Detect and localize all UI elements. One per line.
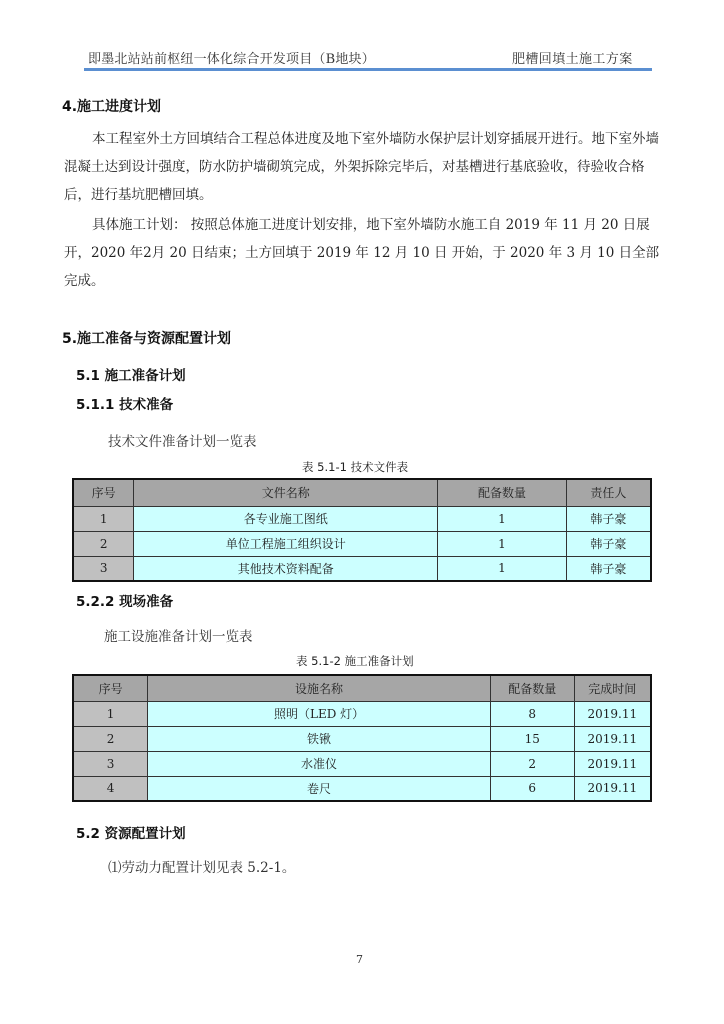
column-header-completion: 完成时间 bbox=[574, 675, 651, 701]
cell-quantity: 6 bbox=[490, 776, 574, 801]
tech-docs-table bbox=[72, 478, 652, 582]
cell-owner: 韩子豪 bbox=[566, 556, 651, 581]
cell-doc-name: 各专业施工图纸 bbox=[134, 506, 438, 531]
cell-index: 1 bbox=[73, 701, 148, 726]
column-header-facility: 设施名称 bbox=[148, 675, 491, 701]
cell-completion: 2019.11 bbox=[574, 751, 651, 776]
column-header-quantity: 配备数量 bbox=[438, 479, 567, 506]
cell-index: 3 bbox=[73, 556, 134, 581]
column-header-index: 序号 bbox=[73, 675, 148, 701]
section-4-paragraph-2: 具体施工计划： 按照总体施工进度计划安排，地下室外墙防水施工自 2019 年 11 月 20 日展开，2020 年2月 20 日结束；土方回填于 2019 年 12 月 10 日 开始，于 2020 年 3 月 10 日全部完成。 bbox=[64, 217, 660, 289]
column-header-quantity: 配备数量 bbox=[490, 675, 574, 701]
section-5-2-2-heading: 5.2.2 现场准备 bbox=[76, 594, 174, 610]
table-row bbox=[73, 531, 651, 556]
table-row bbox=[73, 506, 651, 531]
table-row bbox=[73, 701, 651, 726]
table-2-caption: 表 5.1-2 施工准备计划 bbox=[296, 654, 414, 668]
cell-facility: 照明（LED 灯） bbox=[148, 701, 491, 726]
labor-plan-note: ⑴劳动力配置计划见表 5.2-1。 bbox=[108, 860, 296, 876]
cell-facility: 铁锹 bbox=[148, 726, 491, 751]
site-prep-table bbox=[72, 674, 652, 802]
cell-quantity: 2 bbox=[490, 751, 574, 776]
cell-completion: 2019.11 bbox=[574, 776, 651, 801]
section-4-paragraph-1: 本工程室外土方回填结合工程总体进度及地下室外墙防水保护层计划穿插展开进行。地下室外墙混凝土达到设计强度，防水防护墙砌筑完成，外架拆除完毕后，对基槽进行基底验收，待验收合格后，进行基坑肥槽回填。 bbox=[64, 131, 659, 203]
cell-completion: 2019.11 bbox=[574, 726, 651, 751]
section-5-1-1-heading: 5.1.1 技术准备 bbox=[76, 397, 174, 413]
header-project-name: 即墨北站站前枢纽一体化综合开发项目（B地块） bbox=[88, 52, 375, 67]
cell-quantity: 1 bbox=[438, 556, 567, 581]
section-5-1-heading: 5.1 施工准备计划 bbox=[76, 368, 186, 384]
cell-quantity: 15 bbox=[490, 726, 574, 751]
cell-owner: 韩子豪 bbox=[566, 531, 651, 556]
cell-quantity: 1 bbox=[438, 506, 567, 531]
tech-docs-intro: 技术文件准备计划一览表 bbox=[108, 434, 257, 450]
column-header-doc-name: 文件名称 bbox=[134, 479, 438, 506]
cell-doc-name: 单位工程施工组织设计 bbox=[134, 531, 438, 556]
table-row bbox=[73, 726, 651, 751]
section-5-heading: 5.施工准备与资源配置计划 bbox=[62, 331, 232, 347]
table-1-caption: 表 5.1-1 技术文件表 bbox=[302, 460, 409, 474]
table-header-row bbox=[73, 479, 651, 506]
header-divider bbox=[84, 68, 652, 71]
table-row bbox=[73, 556, 651, 581]
cell-facility: 卷尺 bbox=[148, 776, 491, 801]
site-prep-intro: 施工设施准备计划一览表 bbox=[104, 629, 253, 645]
cell-index: 2 bbox=[73, 726, 148, 751]
page-number: 7 bbox=[356, 953, 363, 966]
cell-index: 3 bbox=[73, 751, 148, 776]
cell-completion: 2019.11 bbox=[574, 701, 651, 726]
cell-facility: 水准仪 bbox=[148, 751, 491, 776]
table-header-row bbox=[73, 675, 651, 701]
cell-index: 2 bbox=[73, 531, 134, 556]
column-header-index: 序号 bbox=[73, 479, 134, 506]
cell-index: 1 bbox=[73, 506, 134, 531]
cell-index: 4 bbox=[73, 776, 148, 801]
header-document-title: 肥槽回填土施工方案 bbox=[512, 52, 633, 67]
cell-owner: 韩子豪 bbox=[566, 506, 651, 531]
table-row bbox=[73, 776, 651, 801]
cell-quantity: 1 bbox=[438, 531, 567, 556]
section-5-2-heading: 5.2 资源配置计划 bbox=[76, 826, 186, 842]
section-4-heading: 4.施工进度计划 bbox=[62, 99, 162, 115]
table-row bbox=[73, 751, 651, 776]
column-header-owner: 责任人 bbox=[566, 479, 651, 506]
cell-quantity: 8 bbox=[490, 701, 574, 726]
cell-doc-name: 其他技术资料配备 bbox=[134, 556, 438, 581]
